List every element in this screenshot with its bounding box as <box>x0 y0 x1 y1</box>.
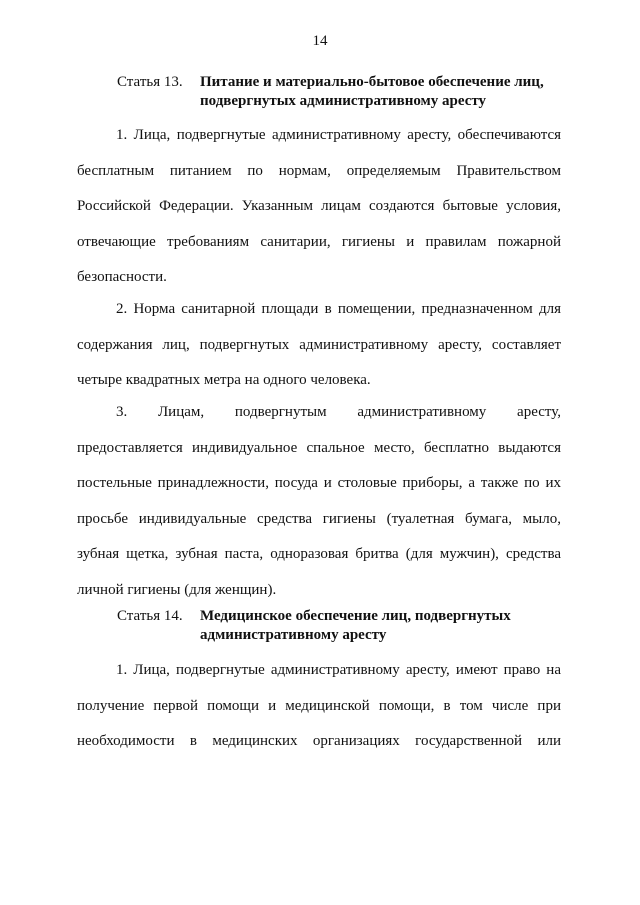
article-13-paragraph-2: 2. Норма санитарной площади в помещении, предназначенном для содержания лиц, подвергнутых административному аресту, составляет четыре квадратных метра на одного человека. <box>77 301 561 388</box>
article-13-paragraph-3: 3. Лицам, подвергнутым административному аресту, предоставляется индивидуальное спальное место, бесплатно выдаются постельные принадлежности, посуда и столовые приборы, а также по их просьбе индивидуальные средства гигиены (туалетная бумага, мыло, зубная щетка, зубная паста, одноразовая бритва (для мужчин), средства личной гигиены (для женщин). <box>77 404 561 598</box>
article-13-paragraph-1: 1. Лица, подвергнутые административному аресту, обеспечиваются бесплатным питанием по нормам, определяемым Правительством Российской Федерации. Указанным лицам создаются бытовые условия, отвечающие требованиям санитарии, гигиены и правилам пожарной безопасности. <box>77 127 561 285</box>
article-13-title: Питание и материально-бытовое обеспечение лиц, подвергнутых административному аресту <box>200 74 544 109</box>
page-number: 14 <box>312 33 328 49</box>
article-13-label: Статья 13. <box>117 74 183 90</box>
article-14-paragraph-1: 1. Лица, подвергнутые административному аресту, имеют право на получение первой помощи и медицинской помощи, в том числе при необходимости в медицинских организациях государственной или <box>77 662 561 749</box>
article-14-label: Статья 14. <box>117 608 183 624</box>
article-14-title: Медицинское обеспечение лиц, подвергнутых административному аресту <box>200 608 511 643</box>
